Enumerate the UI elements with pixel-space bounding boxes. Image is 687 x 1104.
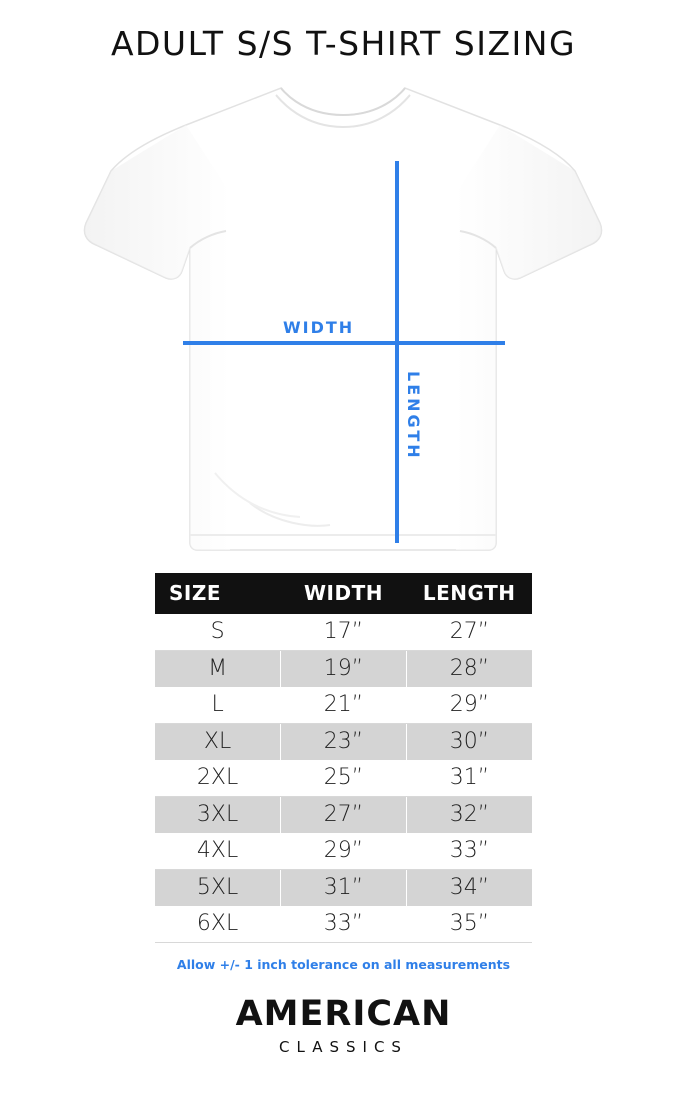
table-row	[155, 760, 532, 797]
table-row	[155, 797, 532, 834]
cell-size: 3XL	[155, 797, 281, 834]
cell-length: 34”	[449, 875, 490, 900]
cell-size: 4XL	[155, 833, 281, 870]
cell-width: 25”	[281, 760, 407, 797]
cell-width: 31”	[281, 870, 407, 907]
cell-length: 33”	[406, 833, 532, 870]
table-row	[155, 614, 532, 651]
cell-width: 29”	[281, 833, 407, 870]
width-label: WIDTH	[283, 318, 355, 337]
cell-size: M	[155, 651, 281, 688]
header-size: SIZE	[155, 573, 281, 614]
cell-length: 35”	[406, 906, 532, 943]
cell-width: 17”	[281, 614, 407, 651]
table-row	[155, 724, 532, 761]
tshirt-diagram	[0, 73, 687, 563]
header-width: WIDTH	[281, 573, 407, 614]
cell-size: XL	[155, 724, 281, 761]
cell-width: 21”	[281, 687, 407, 724]
length-label: LENGTH	[404, 371, 423, 461]
table-row	[155, 833, 532, 870]
cell-size: 5XL	[155, 870, 281, 907]
table-row	[155, 870, 532, 907]
brand-subtitle: CLASSICS	[279, 1038, 408, 1056]
cell-size: S	[155, 614, 281, 651]
table-header-row	[155, 573, 532, 614]
cell-width: 27”	[281, 797, 407, 834]
cell-length: 29”	[406, 687, 532, 724]
table-row	[155, 651, 532, 688]
brand-logo	[0, 994, 687, 1056]
table-row	[155, 687, 532, 724]
page-title: ADULT S/S T-SHIRT SIZING	[110, 24, 577, 63]
cell-size: 2XL	[155, 760, 281, 797]
cell-size: 6XL	[155, 906, 281, 943]
cell-length: 32”	[449, 802, 490, 827]
cell-length: 28”	[449, 656, 490, 681]
cell-length: 30”	[449, 729, 490, 754]
table-row	[155, 906, 532, 943]
header-length: LENGTH	[406, 573, 532, 614]
cell-length: 31”	[406, 760, 532, 797]
cell-size: L	[155, 687, 281, 724]
size-chart-table	[155, 573, 532, 943]
cell-length: 27”	[406, 614, 532, 651]
brand-name: AMERICAN	[235, 994, 452, 1034]
cell-width: 19”	[281, 651, 407, 688]
tolerance-note: Allow +/- 1 inch tolerance on all measurements	[176, 957, 511, 972]
cell-width: 23”	[281, 724, 407, 761]
cell-width: 33”	[281, 906, 407, 943]
